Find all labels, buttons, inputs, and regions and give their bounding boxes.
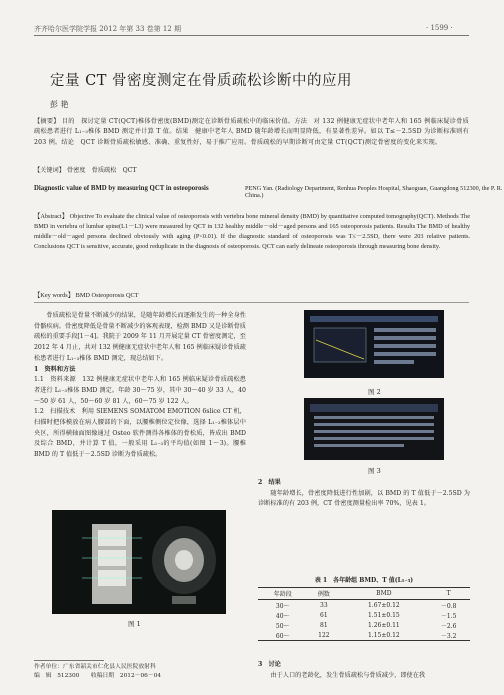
table-header: BMD <box>340 588 427 600</box>
chinese-keywords: 【关键词】 骨密度 骨质疏松 QCT <box>34 167 137 174</box>
journal-header: 齐齐哈尔医学院学报 2012 年第 33 卷第 12 期 <box>34 25 181 33</box>
table-row <box>258 600 470 611</box>
bmd-report-icon <box>304 310 444 378</box>
table-cell: 40～ <box>275 612 290 620</box>
table-row <box>258 610 470 620</box>
table-cell: －1.5 <box>440 612 457 620</box>
footnote <box>34 663 161 681</box>
ct-scan-1-icon <box>52 510 226 614</box>
table-row <box>258 620 470 630</box>
right-column <box>258 478 470 510</box>
table-row <box>258 630 470 641</box>
abstract-divider <box>34 302 469 303</box>
table-header-row <box>258 588 470 600</box>
english-title <box>34 185 209 192</box>
table-cell: 1.51±0.15 <box>367 611 400 619</box>
table-cell: 1.67±0.12 <box>367 601 400 609</box>
article-title: 定量 CT 骨密度测定在骨质疏松诊断中的应用 <box>50 73 352 89</box>
section-1-2: 1.2 扫描技术 利用 SIEMENS SOMATOM EMOTION 6slice CT 机，扫描时把体模放在病人腰部的下面，以腰椎侧位定位像，选择 L₁₋₃椎体层中央区，所得横轴面图像通过 Osteo 软件测得各椎体的骨松质，皆成出 BMD 及综合 BMD，并计算 T 值，一般采用 L₁₋₃的平均值(如图 1～3)。腰椎 BMD 的 T 值低于－2.5SD 诊断为骨质疏松。 <box>34 408 246 459</box>
table-cell: 81 <box>320 621 328 629</box>
table-cell: 122 <box>307 630 340 641</box>
results-paragraph: 随年龄增长，骨密度降低进行性加剧，以 BMD 的 T 值低于－2.5SD 为诊断标准的有 203 例，CT 骨密度测量检出率 70%，见表 1。 <box>258 489 470 508</box>
figure-2-caption: 图 2 <box>368 388 381 396</box>
english-abstract: 【Abstract】 Objective To evaluate the clinical value of osteoporosis with vertebra bone mineral density (BMD) by quantitative computed tomography(QCT). Methods The BMD in vertebra of lumbar spine(L1－L3) were measured by QCT in 132 healthy middle－old－aged persons and 165 osteoporosis patients. Results The BMD of healthy middle－old－aged persons declined obviously with aging (P<0.01). If the diagnostic standard of osteoporosis was T≤－2.5SD, there were 203 relative patients. Conclusions QCT is sensitive, accurate, good reduplicate in the diagnosis of osteoporosis. QCT can early delineate osteoporosis through measuring bone density. <box>34 213 470 250</box>
table-cell: －2.6 <box>440 622 457 630</box>
table-cell: 60～ <box>258 630 307 641</box>
intro-paragraph: 骨质疏松是骨量不断减少的结果，是随年龄增长而逐渐发生的一种全身性骨骼疾病。骨密度降低是骨量不断减少的客观表现，检测 BMD 又是诊断骨质疏松的重要手段[1－4]。我院于 2009 年 11 月开展定量 CT 骨密度测定，至 2012 年 4 月止，共对 132 例健康无症状中老年人和 165 例临床疑诊骨质疏松患者进行 L₁₋₃椎体 BMD 测定，现总结如下。 <box>34 312 246 362</box>
header-rule <box>34 35 469 36</box>
table-header: T <box>427 588 470 600</box>
english-author: PENG Yan. (Radiology Department, Renhua Peoples Hospital, Shaoguan, Guangdong 512300, the P. R. China.) <box>245 185 503 199</box>
table-cell: 50～ <box>275 622 290 630</box>
section-1-1: 1.1 资料来源 132 例健康无症状中老年人和 165 例临床疑诊骨质疏松患者进行 L₁₋₃椎体 BMD 测定。年龄 30～75 岁，其中 30～40 岁 33 人，40～50 岁 61 人，50～60 岁 81 人，60～75 岁 122 人。 <box>34 376 246 405</box>
table-header: 年龄段 <box>258 588 307 600</box>
figure-1-caption: 图 1 <box>128 620 141 628</box>
section-2-heading: 2 结果 <box>258 479 281 486</box>
bmd-table <box>258 587 470 641</box>
figure-3-image <box>304 398 444 460</box>
author: 彭 艳 <box>50 100 69 109</box>
table-cell: 33 <box>320 601 328 609</box>
figure-3-caption: 图 3 <box>368 467 381 475</box>
discussion-block <box>258 660 470 681</box>
footnote-rule <box>34 660 104 661</box>
page-number: · 1599 · <box>426 24 453 32</box>
author-unit: 作者单位：广东省韶关市仁化县人民医院放射科 <box>34 664 156 670</box>
table-cell: 1.26±0.11 <box>367 621 400 629</box>
figure-1-image <box>52 510 226 614</box>
table-cell: 61 <box>320 611 328 619</box>
discussion-paragraph: 由于人口的老龄化，发生骨质疏松与骨质减少，即使在我 <box>270 671 426 679</box>
table-cell: 30～ <box>275 602 290 610</box>
section-1-heading: 1 资料和方法 <box>34 365 76 373</box>
bmd-table-icon <box>304 398 444 460</box>
section-3-heading: 3 讨论 <box>258 661 281 668</box>
received-date: 编 辑 512300 收稿日期 2012－06－04 <box>34 673 161 679</box>
table-1-caption: 表 1 各年龄组 BMD、T 值(L₁₋₃) <box>314 577 414 584</box>
chinese-abstract: 【摘要】 目的 探讨定量 CT(QCT)椎体骨密度(BMD)测定在诊断骨质疏松中的临床价值。方法 对 132 例健康无症状中老年人和 165 例临床疑诊骨质疏松患者进行 L₁₋₃椎体 BMD 测定并计算 T 值。结果 健康中老年人 BMD 随年龄增长而明显降低，有显著性差异。如以 T≤－2.5SD 为诊断标准则有 203 例。结论 QCT 诊断骨质疏松敏感、准确、重复性好，易于推广应用。骨质疏松的早期诊断可由定量 CT(QCT)测定骨密度的变化来实现。 <box>34 118 469 146</box>
left-column <box>34 311 246 461</box>
table-cell: －3.2 <box>427 630 470 641</box>
english-keywords: 【Key words】 BMD Osteoporosis QCT <box>34 292 139 299</box>
english-title-text: Diagnostic value of BMD by measuring QCT in osteoporosis <box>34 185 209 192</box>
table-header: 例数 <box>307 588 340 600</box>
table-cell: －0.8 <box>440 602 457 610</box>
table-cell: 1.15±0.12 <box>340 630 427 641</box>
table-1 <box>258 575 470 641</box>
figure-2-image <box>304 310 444 378</box>
